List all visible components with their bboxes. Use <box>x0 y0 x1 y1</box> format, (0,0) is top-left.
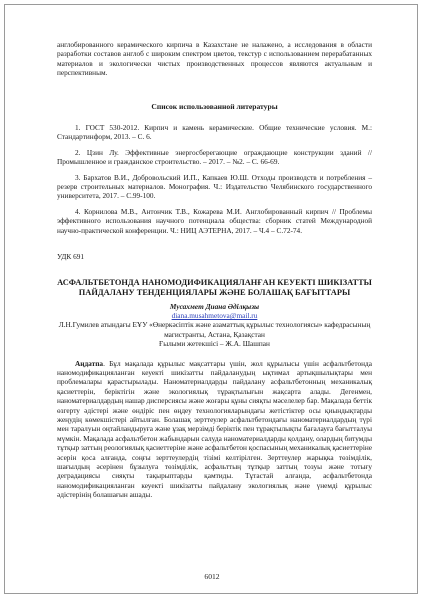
references-title: Список использованной литературы <box>151 101 278 111</box>
author-affiliation: Л.Н.Гумилев атындағы ЕҰУ «Өнеркәсіптік және азаматтық құрылыс технологиясы» кафедрасының магистранты, Астана, Қазақстан <box>58 320 371 339</box>
article-title: АСФАЛЬТБЕТОНДА НАНОМОДИФИКАЦИЯЛАНҒАН КЕУЕКТІ ШИКІЗАТТЫ ПАЙДАЛАНУ ТЕНДЕНЦИЯЛАРЫ ЖӘНЕ БОЛАШАҚ БАҒЫТТАРЫ <box>57 277 372 297</box>
reference-item: 4. Корнилова М.В., Антончик Т.В., Кожарева М.И. Англобированный кирпич // Проблемы эффективного использования научного потенциала общества: сборник статей Международной научно-практической конференции. Ч.: НИЦ АЭТЕРНА, 2017. – Ч.4 – С.72-74. <box>57 206 372 235</box>
abstract-text: . Бұл мақалада құрылыс мақсаттары үшін, жол құрылысы үшін асфальтбетонда наномодификацияланған кеуекті шикізатты пайдаланудың ықтимал артықшылықтары мен проблемалары қарастырылады. Наноматериалдарды пайдалану асфальтбетонның механикалық қасиеттерін, беріктігін және экологиялық тұрақтылығын жақсарта алады. Дегенмен, наноматериалдардың нашар дисперсиясы және жоғары құны сияқты мәселелер бар. Мақалада беттік өзгерту әдістері және өндіріс пен өңдеу технологияларындағы жетістіктер осы қиындықтарды жеңудің көмекшістері айтылған. Болашақ зерттеулер асфальтбетондағы наноматериалдардың түрі мен таралуын оңтайландыруға және ұзақ мерзімді беріктік пен тұрақтылықты бағалауға бағытталуы мүмкін. Мақалада асфальтбетон жабындарын салуда наноматериалдарды қолдану, олардың битумды тұтқыр заттың реологиялық қасиеттеріне және асфальтбетон қоспасының механикалық қасиеттеріне әсерін қоса алғанда, соңғы зерттеулердің тізімі келтірілген. Зерттеулер жарықка төзімділік, шағылдың әсерінен бұзылуға төзімділік, асфальттың тұтқыр заттың тозуы және тотығу деградациясы сияқты тақырыптарды қамтиды. Тұтастай алғанда, асфальтбетонда наномодификацияланған кеуекті шикізатты пайдалану экологиялық және үнемді құрылыс әдістерінің болашағын ашады. <box>57 358 372 500</box>
scientific-supervisor: Ғылыми жетекшісі – Ж.А. Шашпан <box>159 339 270 349</box>
abstract-paragraph <box>57 359 372 500</box>
page-number: 6012 <box>204 572 220 581</box>
document-body <box>57 40 372 500</box>
author-email <box>57 311 372 320</box>
udk-code: УДК 691 <box>57 252 85 262</box>
references-list <box>57 123 372 235</box>
reference-item: 3. Бархатов В.И., Добровольский И.П., Капкаев Ю.Ш. Отходы производств и потребления – резерв строительных материалов. Монография. Ч.: Издательство Челябинского государственного университета, 2017. – С.99-100. <box>57 172 372 201</box>
reference-item: 1. ГОСТ 530-2012. Кирпич и камень керамические. Общие технические условия. М.: Стандартинформ, 2013. – С. 6. <box>57 123 372 142</box>
abstract-label: Аңдатпа <box>75 358 104 368</box>
article-author: Мусахмет Диана Әділқызы <box>169 301 260 311</box>
reference-item: 2. Цзин Лу. Эффективные энергосберегающие ограждающие конструкции зданий // Промышленное и гражданское строительство. – 2017. – №2. – С. 66-69. <box>57 147 372 167</box>
author-email-link[interactable]: diana.musahmetova@mail.ru <box>171 310 258 320</box>
intro-paragraph: англобированного керамического кирпича в Казахстане не налажено, а исследования в области разработки составов англоб с широким спектром цветов, текстур с использованием перерабатанных материалов и экологически чистых производственных процессов являются актуальным и перспективным. <box>57 40 372 78</box>
